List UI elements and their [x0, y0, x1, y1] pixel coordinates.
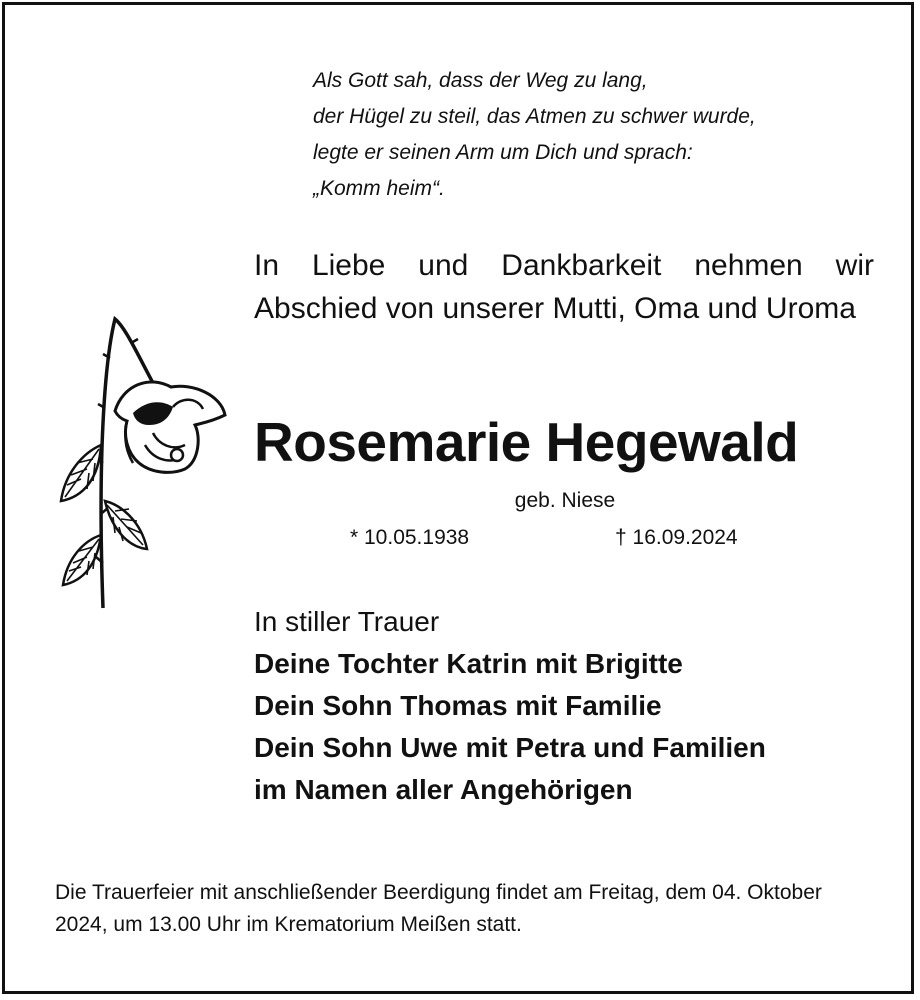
rose-icon [53, 313, 228, 613]
birth-date: * 10.05.1938 [350, 526, 470, 549]
service-note: Die Trauerfeier mit anschließender Beerdigung findet am Freitag, dem 04. Oktober 2024, um 13.00 Uhr im Krematorium Meißen statt. [55, 881, 822, 936]
death-date: † 16.09.2024 [615, 526, 738, 549]
poem-line: legte er seinen Arm um Dich und sprach: [313, 141, 693, 164]
intro-text: In Liebe und Dankbarkeit nehmen wir Abschied von unserer Mutti, Oma und Uroma [254, 249, 874, 325]
poem-line: „Komm heim“. [313, 177, 445, 200]
mourning-heading: In stiller Trauer [254, 606, 440, 637]
mourner-line: Dein Sohn Thomas mit Familie [254, 690, 662, 721]
deceased-name: Rosemarie Hegewald [254, 411, 799, 473]
mourner-line: Dein Sohn Uwe mit Petra und Familien [254, 732, 766, 763]
obituary-frame [2, 2, 914, 994]
mourners-block [254, 601, 894, 811]
maiden-name: geb. Niese [514, 489, 616, 512]
mourner-line: im Namen aller Angehörigen [254, 774, 633, 805]
poem-line: der Hügel zu steil, das Atmen zu schwer wurde, [313, 105, 756, 128]
poem [313, 63, 893, 207]
mourner-line: Deine Tochter Katrin mit Brigitte [254, 648, 683, 679]
poem-line: Als Gott sah, dass der Weg zu lang, [313, 69, 648, 92]
